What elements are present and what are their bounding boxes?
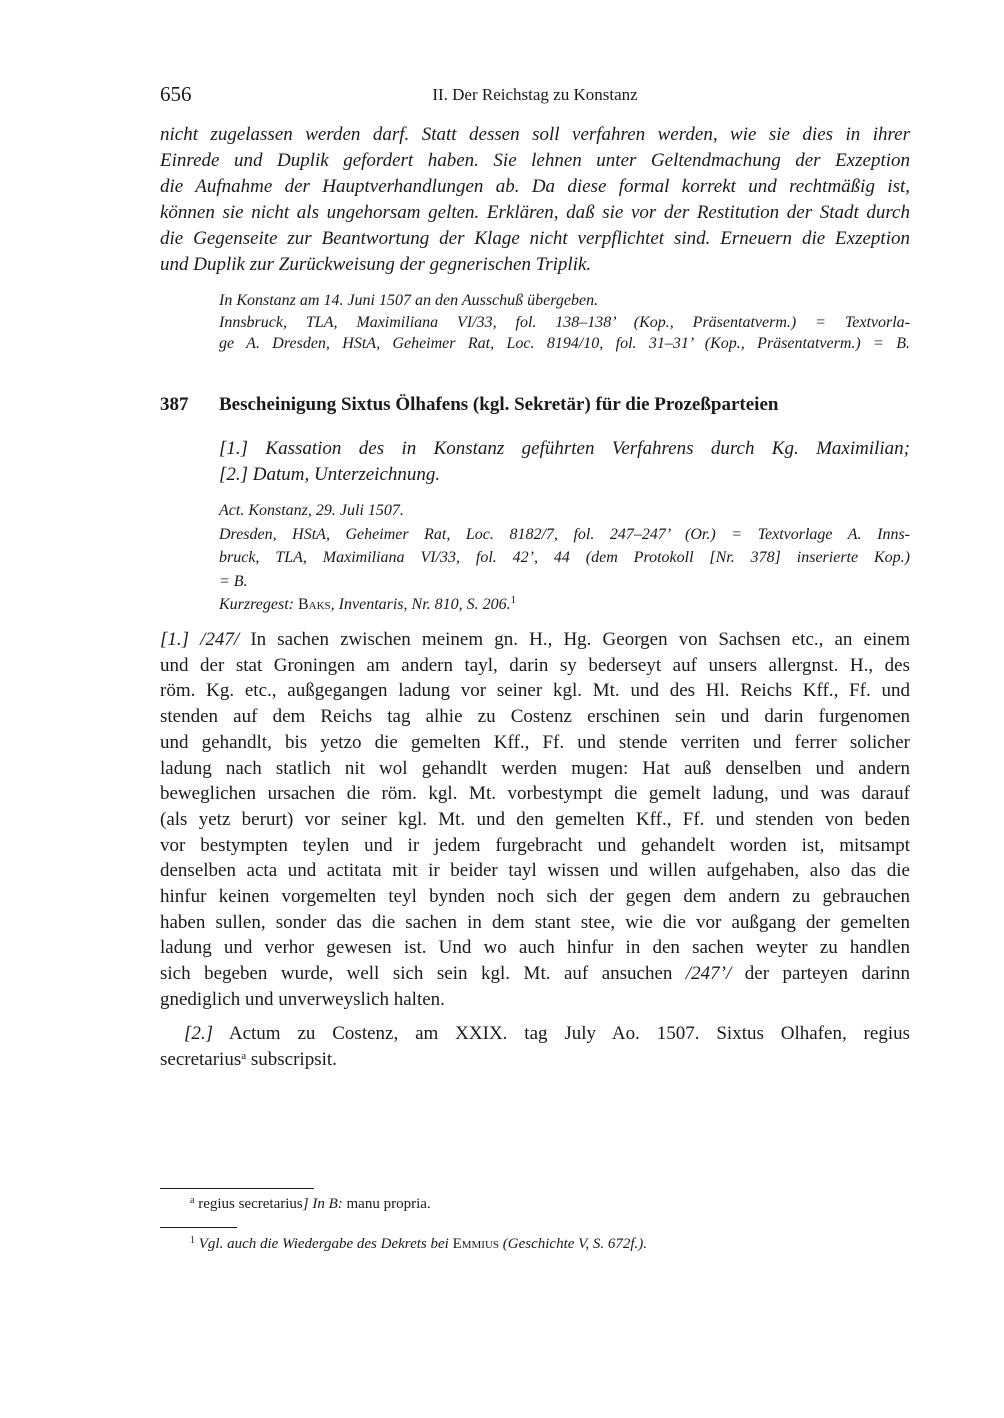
footnote-divider [160,1188,314,1189]
document-regest [219,436,910,488]
summary-line: Einrede und Duplik gefordert haben. Sie lehnen unter Geltendmachung der Exzeption [160,150,910,171]
footnote-lemma: regius secretarius [198,1196,303,1212]
regest-line: [1.] Kassation des in Konstanz geführten Verfahrens durch Kg. Maximilian; [219,438,910,459]
text-line: gnediglich und unverweyslich halten. [160,988,445,1010]
footnote-a [190,1195,431,1213]
section-marker: [2.] [184,1023,214,1044]
kurzregest-author: Baks [297,596,331,613]
document-text-paragraph-1 [160,627,910,1013]
text-line: stenden auf dem Reichs tag alhie zu Costenz erschinen sein und darin furgenomen [160,706,910,728]
summary-line: nicht zugelassen werden darf. Statt dessen soll verfahren werden, wie sie dies in ihrer [160,124,910,145]
kurzregest-label: Kurzregest: [219,596,294,613]
text-line: hinfur keinen vorgemelten teyl bynden noch sich der gegen dem andern zu gebrauchen [160,886,910,908]
footnote-1: $^1$ Vgl. auch die Wiedergabe des Dekrets bei Emmius (Geschichte V, S. 672f.). [190,1235,648,1252]
footnote-ref-1[interactable]: 1 [510,594,517,606]
page-number: 656 [160,82,192,106]
text-line: ladung und verhor gewesen ist. Und wo auch hinfur in den sachen weyter zu handlen [160,937,910,959]
footnote-divider [160,1227,237,1228]
text-line: und der stat Groningen am andern tayl, darin sy bederseyt auf unsers allergnst. H., des [160,654,910,676]
source-line: Innsbruck, TLA, Maximiliana VI/33, fol. 138–138’ (Kop., Präsentatverm.) = Textvorla- [219,313,910,331]
summary-line: die Aufnahme der Hauptverhandlungen ab. Da diese formal korrekt und rechtmäßig ist, [160,176,910,197]
text-line: beweglichen ursachen die röm. kgl. Mt. vorbestympt die gemelt ladung, und was darauf [160,783,910,805]
footnote-mark: a [190,1195,195,1206]
footnote-ref-a[interactable]: a [241,1049,247,1062]
document-title: Bescheinigung Sixtus Ölhafens (kgl. Sekretär) für die Prozeßparteien [219,394,779,415]
text-line: röm. Kg. etc., außgegangen ladung vor seiner kgl. Mt. und des Hl. Reichs Kff., Ff. und [160,680,910,702]
text-line: (als yetz berurt) vor seiner kgl. Mt. und den gemelten Kff., Ff. und stenden von beden [160,808,910,830]
source-line: In Konstanz am 14. Juni 1507 an den Ausschuß übergeben. [219,292,599,309]
previous-document-sources [219,290,910,355]
kurzregest-reference: , Inventaris, Nr. 810, S. 206. [330,596,511,613]
source-line: Act. Konstanz, 29. Juli 1507. [219,502,404,519]
text-line: und gehandlt, bis yetzo die gemelten Kff., Ff. und stende verriten und ferrer solicher [160,731,910,753]
text-line: [1.] /247/ In sachen zwischen meinem gn. H., Hg. Georgen von Sachsen etc., an einem [160,629,910,650]
folio-marker: /247’/ [685,963,732,985]
text-line: secretarius$^a$ subscripsit. [160,1048,337,1070]
text-line: vor bestympten teylen und ir jedem furgebracht und gehandelt worden ist, mitsampt [160,834,910,856]
section-marker: [1.] /247/ [160,629,240,650]
text-line: [2.] Actum zu Costenz, am XXIX. tag July Ao. 1507. Sixtus Olhafen, regius [184,1023,910,1044]
text-line: denselben acta und actitata mit ir beider tayl wissen und willen aufgehaben, also das die [160,860,910,882]
source-line: ge A. Dresden, HStA, Geheimer Rat, Loc. 8194/10, fol. 31–31’ (Kop., Präsentatverm.) = B. [219,335,910,352]
source-line: = B. [219,572,248,590]
text-line: ladung nach statlich nit wol gehandlt werden mugen: Hat auß denselben und andern [160,757,910,779]
footnote-mark: 1 [190,1235,195,1246]
document-sources [219,499,910,617]
footnote-reading: manu propria. [342,1196,431,1212]
footnote-bracket: ] In B: [302,1196,343,1212]
summary-line: die Gegenseite zur Beantwortung der Klage nicht verpflichtet sind. Erneuern die Exzeption [160,228,910,249]
regest-line: [2.] Datum, Unterzeichnung. [219,464,441,485]
document-text-paragraph-2 [160,1021,910,1072]
text-line: sich begeben wurde, well sich sein kgl. Mt. auf ansuchen /247’/ der parteyen darinn [160,963,910,985]
kurzregest-line [219,593,910,617]
source-line: bruck, TLA, Maximiliana VI/33, fol. 42’, 44 (dem Protokoll [Nr. 378] inserierte Kop.) [219,549,910,566]
source-line: Dresden, HStA, Geheimer Rat, Loc. 8182/7, fol. 247–247’ (Or.) = Textvorlage A. Inns- [219,525,910,543]
summary-line: können sie nicht als ungehorsam gelten. Erklären, daß sie vor der Restitution der Stadt durch [160,202,910,223]
footnote-author: Emmius [452,1236,500,1252]
document-number: 387 [160,394,189,415]
summary-line: und Duplik zur Zurückweisung der gegnerischen Triplik. [160,254,592,275]
running-head: II. Der Reichstag zu Konstanz [432,85,638,104]
previous-document-summary [160,122,910,278]
text-line: haben sullen, sonder das die sachen in dem stant stee, wie die vor außgang der gemelten [160,911,910,933]
